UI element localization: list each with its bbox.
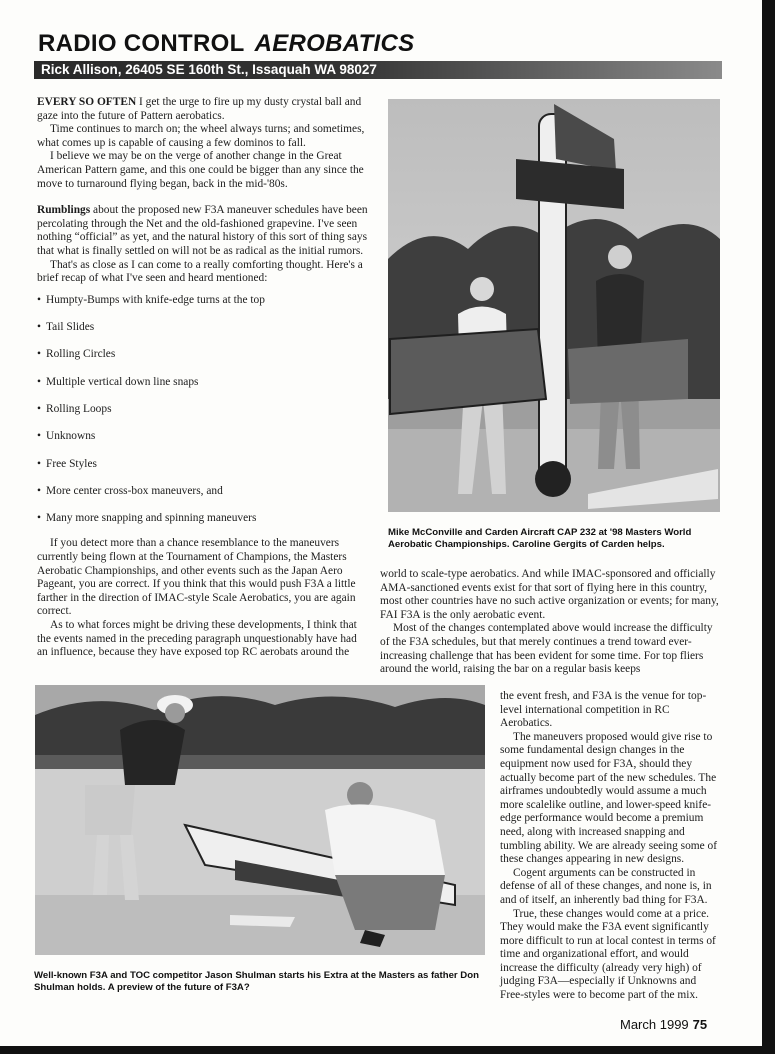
list-item: • More center cross-box maneuvers, and xyxy=(37,485,369,512)
paragraph: If you detect more than a chance resemblance to the maneuvers currently being flown at the Tournament of Champions, the Masters Aerobatic Championships, and other events such as the Japan Aero Pageant, you are correct. If you think that this would push F3A a little farther in the direction of IMAC-style Scale Aerobatics, you are again correct. xyxy=(37,537,356,618)
paragraph: Time continues to march on; the wheel always turns; and sometimes, what comes up is capable of causing a few dominos to fall. xyxy=(37,123,365,149)
photo-cap232-art xyxy=(388,99,720,512)
photo-caption-bottom: Well-known F3A and TOC competitor Jason Shulman starts his Extra at the Masters as father Don Shulman holds. A preview of the future of F3A? xyxy=(34,970,479,994)
list-item: • Many more snapping and spinning maneuvers xyxy=(37,512,369,539)
list-item: • Unknowns xyxy=(37,430,369,457)
author-byline: Rick Allison, 26405 SE 160th St., Issaquah WA 98027 xyxy=(34,61,722,79)
paragraph: the event fresh, and F3A is the venue for top-level international competition in RC Aerobatics. xyxy=(500,690,707,730)
paragraph: I believe we may be on the verge of another change in the Great American Pattern game, and this one could be bigger than any since the move to turnaround flying began, back in the mid-'80s. xyxy=(37,150,364,190)
list-item: • Multiple vertical down line snaps xyxy=(37,376,369,403)
paragraph: world to scale-type aerobatics. And while IMAC-sponsored and officially AMA-sanctioned events exist for that sort of flying here in this country, most other countries have no such active organization or events; for many, FAI F3A is the only aerobatic event. xyxy=(380,568,719,621)
photo-extra-start xyxy=(35,685,485,955)
issue-date: March 1999 xyxy=(620,1017,689,1032)
paragraph: Rumblings about the proposed new F3A maneuver schedules have been percolating through the Net and the old-fashioned grapevine. I've seen nothing “official” as yet, and the natural history of this sort of thing says that what is finally settled on will not be as radical as the initial rumors. xyxy=(37,204,368,257)
paragraph: The maneuvers proposed would give rise to some fundamental design changes in the equipment now used for F3A, should they actually become part of the new schedules. The airframes undoubtedly would assume a much more scalelike outline, and lower-speed knife-edge performance would become a premium need, along with increased snapping and tumbling ability. We are already seeing some of these changes appearing in new designs. xyxy=(500,730,718,866)
page-number: 75 xyxy=(692,1017,708,1032)
list-item: • Rolling Circles xyxy=(37,348,369,375)
right-column-upper xyxy=(380,568,723,677)
paragraph: That's as close as I can come to a really comforting thought. Here's a brief recap of what I've seen and heard mentioned: xyxy=(37,258,363,285)
left-column xyxy=(37,96,369,660)
list-item: • Tail Slides xyxy=(37,321,369,348)
list-item: • Humpty-Bumps with knife-edge turns at the top xyxy=(37,294,369,321)
paragraph: Most of the changes contemplated above would increase the difficulty of the F3A schedules, but that merely continues a trend toward ever-increasing challenge that has been evident for some time. For top fliers around the world, raising the bar on a regular basis keeps xyxy=(380,622,713,676)
paragraph: Cogent arguments can be constructed in defense of all of these changes, and none is, in and of itself, an inherently bad thing for F3A. xyxy=(500,866,712,906)
paragraph: As to what forces might be driving these developments, I think that the events named in the preceding paragraph unquestionably have had an influence, because they have exposed top RC aerobats around the xyxy=(37,618,357,659)
paragraph: EVERY SO OFTEN I get the urge to fire up my dusty crystal ball and gaze into the future of Pattern aerobatics. xyxy=(37,96,362,122)
list-item: • Free Styles xyxy=(37,458,369,485)
title-radio-control: RADIO CONTROL xyxy=(38,30,245,57)
maneuver-list xyxy=(37,294,369,540)
title-aerobatics: AEROBATICS xyxy=(254,30,415,57)
right-column-lower xyxy=(500,690,722,1003)
photo-caption-top: Mike McConville and Carden Aircraft CAP 232 at '98 Masters World Aerobatic Championships. Caroline Gergits of Carden helps. xyxy=(388,527,692,551)
paragraph: True, these changes would come at a price. They would make the F3A event significantly more difficult to run at local contest in terms of time and organizational effort, and would increase the difficulty (already very high) of judging F3A—especially if Unknowns and Free-styles were to become part of the mix. xyxy=(500,907,716,1002)
list-item: • Rolling Loops xyxy=(37,403,369,430)
photo-cap232 xyxy=(388,99,720,512)
photo-extra-start-art xyxy=(35,685,485,955)
column-title xyxy=(38,30,638,58)
page-footer xyxy=(620,1017,730,1032)
